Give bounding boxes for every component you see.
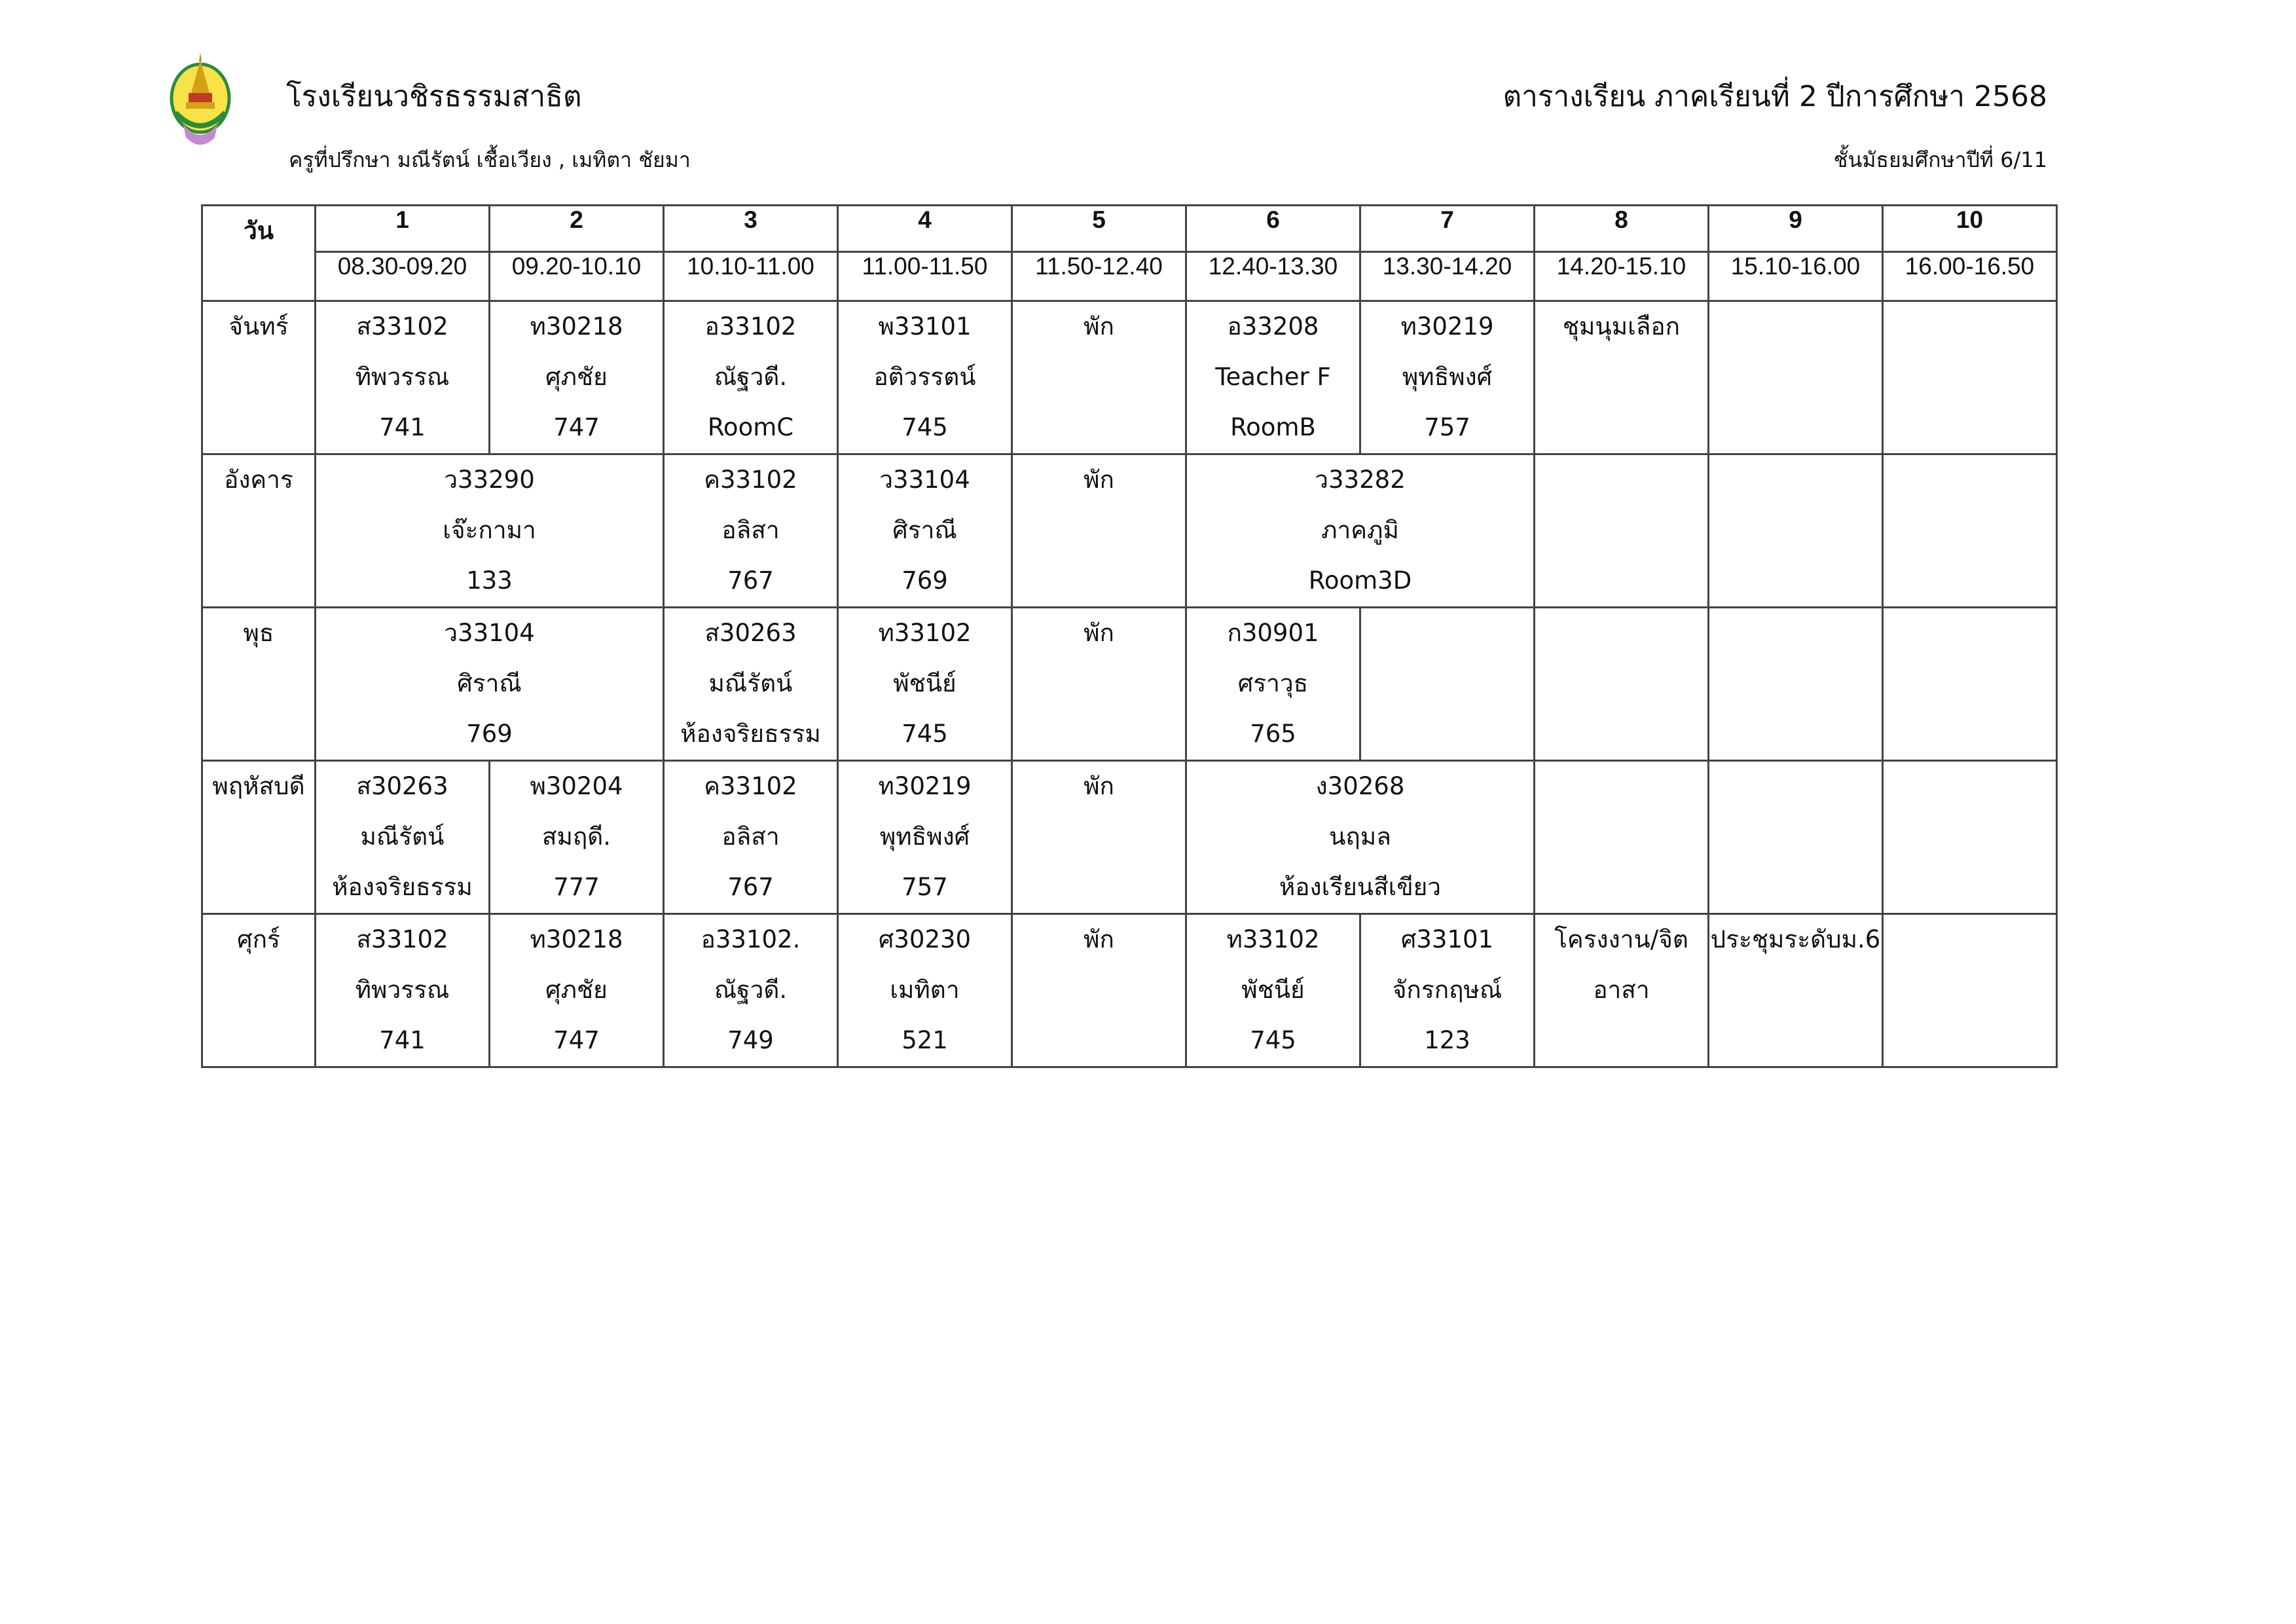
room: 745 [1250, 1026, 1296, 1054]
empty-cell [1883, 761, 2057, 914]
break-label: พัก [1084, 466, 1114, 494]
day-row-wednesday [202, 608, 2057, 761]
period-number: 9 [1709, 206, 1883, 252]
teacher-name: พัชนีย์ [893, 669, 957, 697]
class-cell [838, 301, 1012, 454]
subject-code: ท30219 [1400, 312, 1494, 341]
teacher-name: มณีรัตน์ [708, 669, 793, 697]
period-number: 10 [1883, 206, 2057, 252]
room: 741 [379, 413, 426, 441]
day-label: จันทร์ [202, 301, 316, 454]
period-number: 5 [1012, 206, 1186, 252]
subject-code: ก30901 [1227, 619, 1319, 647]
teacher-name: ศิราณี [457, 669, 522, 697]
period-time: 15.10-16.00 [1709, 252, 1883, 301]
teacher-name: พัชนีย์ [1241, 976, 1305, 1004]
teacher-name: พุทธิพงศ์ [1402, 363, 1493, 391]
period-number: 1 [316, 206, 490, 252]
day-row-tuesday [202, 454, 2057, 608]
teacher-name: ศราวุธ [1237, 669, 1309, 697]
day-label: พุธ [202, 608, 316, 761]
break-label: พัก [1084, 925, 1114, 953]
room: 767 [727, 873, 774, 901]
empty-cell [1883, 454, 2057, 608]
period-time: 13.30-14.20 [1360, 252, 1535, 301]
room: ห้องเรียนสีเขียว [1279, 873, 1442, 901]
day-row-friday [202, 914, 2057, 1067]
teacher-name: ศุภชัย [545, 976, 608, 1004]
subject-code: ศ30230 [878, 925, 972, 953]
class-cell [664, 608, 838, 761]
teacher-name: อาสา [1593, 976, 1650, 1004]
room: 521 [902, 1026, 948, 1054]
class-cell [490, 301, 664, 454]
class-cell [316, 761, 490, 914]
break-cell [1012, 301, 1186, 454]
period-number: 8 [1535, 206, 1709, 252]
class-cell [490, 761, 664, 914]
class-cell [1535, 301, 1709, 454]
teacher-name: ศิราณี [892, 516, 957, 544]
class-cell [1186, 301, 1360, 454]
break-label: พัก [1084, 312, 1114, 341]
room: 741 [379, 1026, 426, 1054]
room: RoomB [1230, 413, 1316, 441]
class-cell [838, 914, 1012, 1067]
teacher-name: ณัฐวดี. [714, 976, 788, 1004]
room: Room3D [1308, 566, 1412, 595]
subject-code: ศ33101 [1400, 925, 1494, 953]
room: ห้องจริยธรรม [332, 873, 473, 901]
subject-code: ท30218 [530, 925, 623, 953]
subject-code: ว33282 [1315, 466, 1406, 494]
class-cell [1186, 608, 1360, 761]
subject-code: ค33102 [704, 772, 797, 800]
teacher-name: ภาคภูมิ [1321, 516, 1399, 544]
day-row-monday [202, 301, 2057, 454]
day-column-header: วัน [202, 206, 316, 301]
room: 747 [553, 413, 600, 441]
page-title: ตารางเรียน ภาคเรียนที่ 2 ปีการศึกษา 2568 [1503, 80, 2047, 113]
period-number: 4 [838, 206, 1012, 252]
class-cell [1186, 761, 1535, 914]
room: 745 [902, 413, 948, 441]
period-number: 6 [1186, 206, 1360, 252]
teacher-name: ทิพวรรณ [355, 976, 450, 1004]
teacher-name: ทิพวรรณ [355, 363, 450, 391]
subject-code: ง30268 [1315, 772, 1405, 800]
class-cell [490, 914, 664, 1067]
school-name: โรงเรียนวชิรธรรมสาธิต [286, 80, 582, 113]
subject-code: โครงงาน/จิต [1554, 925, 1688, 953]
empty-cell [1535, 761, 1709, 914]
room: 777 [553, 873, 600, 901]
teacher-name: Teacher F [1215, 363, 1331, 391]
subject-code: ท33102 [878, 619, 972, 647]
subject-code: ว33290 [444, 466, 535, 494]
class-cell [1360, 301, 1535, 454]
subject-code: ชุมนุมเลือก [1562, 312, 1681, 341]
class-cell [838, 454, 1012, 608]
class-cell [838, 761, 1012, 914]
subject-code: ท30218 [530, 312, 623, 341]
empty-cell [1709, 454, 1883, 608]
subject-code: ว33104 [879, 466, 970, 494]
room: 757 [1424, 413, 1470, 441]
advisor-names: ครูที่ปรึกษา มณีรัตน์ เชื้อเวียง , เมทิตา ชัยมา [289, 147, 691, 172]
empty-cell [1883, 914, 2057, 1067]
class-cell [1186, 454, 1535, 608]
class-cell [1360, 914, 1535, 1067]
break-cell [1012, 608, 1186, 761]
teacher-name: มณีรัตน์ [360, 822, 445, 851]
subject-code: พ33101 [878, 312, 972, 341]
room: 749 [727, 1026, 774, 1054]
class-cell [316, 608, 664, 761]
period-time: 08.30-09.20 [316, 252, 490, 301]
class-cell [316, 914, 490, 1067]
period-number: 3 [664, 206, 838, 252]
teacher-name: เมทิตา [890, 976, 960, 1004]
empty-cell [1709, 608, 1883, 761]
empty-cell [1883, 301, 2057, 454]
class-cell [664, 301, 838, 454]
period-number: 2 [490, 206, 664, 252]
day-label: พฤหัสบดี [202, 761, 316, 914]
teacher-name: อติวรรตน์ [873, 363, 976, 391]
teacher-name: สมฤดี. [541, 822, 611, 851]
period-time: 16.00-16.50 [1883, 252, 2057, 301]
subject-code: ส30263 [704, 619, 797, 647]
subject-code: ส33102 [356, 925, 448, 953]
school-logo [169, 47, 232, 157]
day-label: ศุกร์ [202, 914, 316, 1067]
period-number: 7 [1360, 206, 1535, 252]
teacher-name: เจ๊ะกามา [443, 516, 536, 544]
room: 765 [1250, 720, 1296, 748]
class-cell [664, 914, 838, 1067]
room: 747 [553, 1026, 600, 1054]
teacher-name: ศุภชัย [545, 363, 608, 391]
empty-cell [1535, 454, 1709, 608]
subject-code: อ33102. [701, 925, 801, 953]
empty-cell [1709, 301, 1883, 454]
subject-code: ท30219 [878, 772, 972, 800]
break-cell [1012, 454, 1186, 608]
period-time: 10.10-11.00 [664, 252, 838, 301]
subject-code: ส30263 [356, 772, 448, 800]
room: 769 [902, 566, 948, 595]
break-label: พัก [1084, 772, 1114, 800]
room: RoomC [707, 413, 794, 441]
class-cell [316, 454, 664, 608]
subject-code: ว33104 [444, 619, 535, 647]
room: 767 [727, 566, 774, 595]
subject-code: อ33102 [704, 312, 797, 341]
teacher-name: นฤมล [1329, 822, 1391, 851]
room: 123 [1424, 1026, 1470, 1054]
teacher-name: อลิสา [721, 516, 780, 544]
day-label: อังคาร [202, 454, 316, 608]
period-time: 14.20-15.10 [1535, 252, 1709, 301]
class-cell [1186, 914, 1360, 1067]
subject-code: ส33102 [356, 312, 448, 341]
empty-cell [1709, 761, 1883, 914]
break-label: พัก [1084, 619, 1114, 647]
teacher-name: พุทธิพงศ์ [879, 822, 970, 851]
teacher-name: จักรกฤษณ์ [1392, 976, 1503, 1004]
room: ห้องจริยธรรม [680, 720, 821, 748]
teacher-name: ณัฐวดี. [714, 363, 788, 391]
period-time: 11.50-12.40 [1012, 252, 1186, 301]
break-cell [1012, 914, 1186, 1067]
empty-cell [1535, 608, 1709, 761]
subject-code: ประชุมระดับม.6 [1710, 925, 1881, 953]
empty-cell [1360, 608, 1535, 761]
class-cell [1535, 914, 1709, 1067]
class-cell [316, 301, 490, 454]
class-cell [1709, 914, 1883, 1067]
class-cell [664, 454, 838, 608]
subject-code: ค33102 [704, 466, 797, 494]
subject-code: ท33102 [1226, 925, 1320, 953]
period-time: 09.20-10.10 [490, 252, 664, 301]
period-time: 11.00-11.50 [838, 252, 1012, 301]
class-cell [838, 608, 1012, 761]
day-row-thursday [202, 761, 2057, 914]
room: 757 [902, 873, 948, 901]
room: 745 [902, 720, 948, 748]
timetable [201, 204, 2058, 1068]
room: 133 [466, 566, 513, 595]
subject-code: พ30204 [530, 772, 623, 800]
subject-code: อ33208 [1227, 312, 1319, 341]
class-level: ชั้นมัธยมศึกษาปีที่ 6/11 [1833, 147, 2047, 172]
class-cell [664, 761, 838, 914]
room: 769 [466, 720, 513, 748]
teacher-name: อลิสา [721, 822, 780, 851]
break-cell [1012, 761, 1186, 914]
empty-cell [1883, 608, 2057, 761]
period-time: 12.40-13.30 [1186, 252, 1360, 301]
